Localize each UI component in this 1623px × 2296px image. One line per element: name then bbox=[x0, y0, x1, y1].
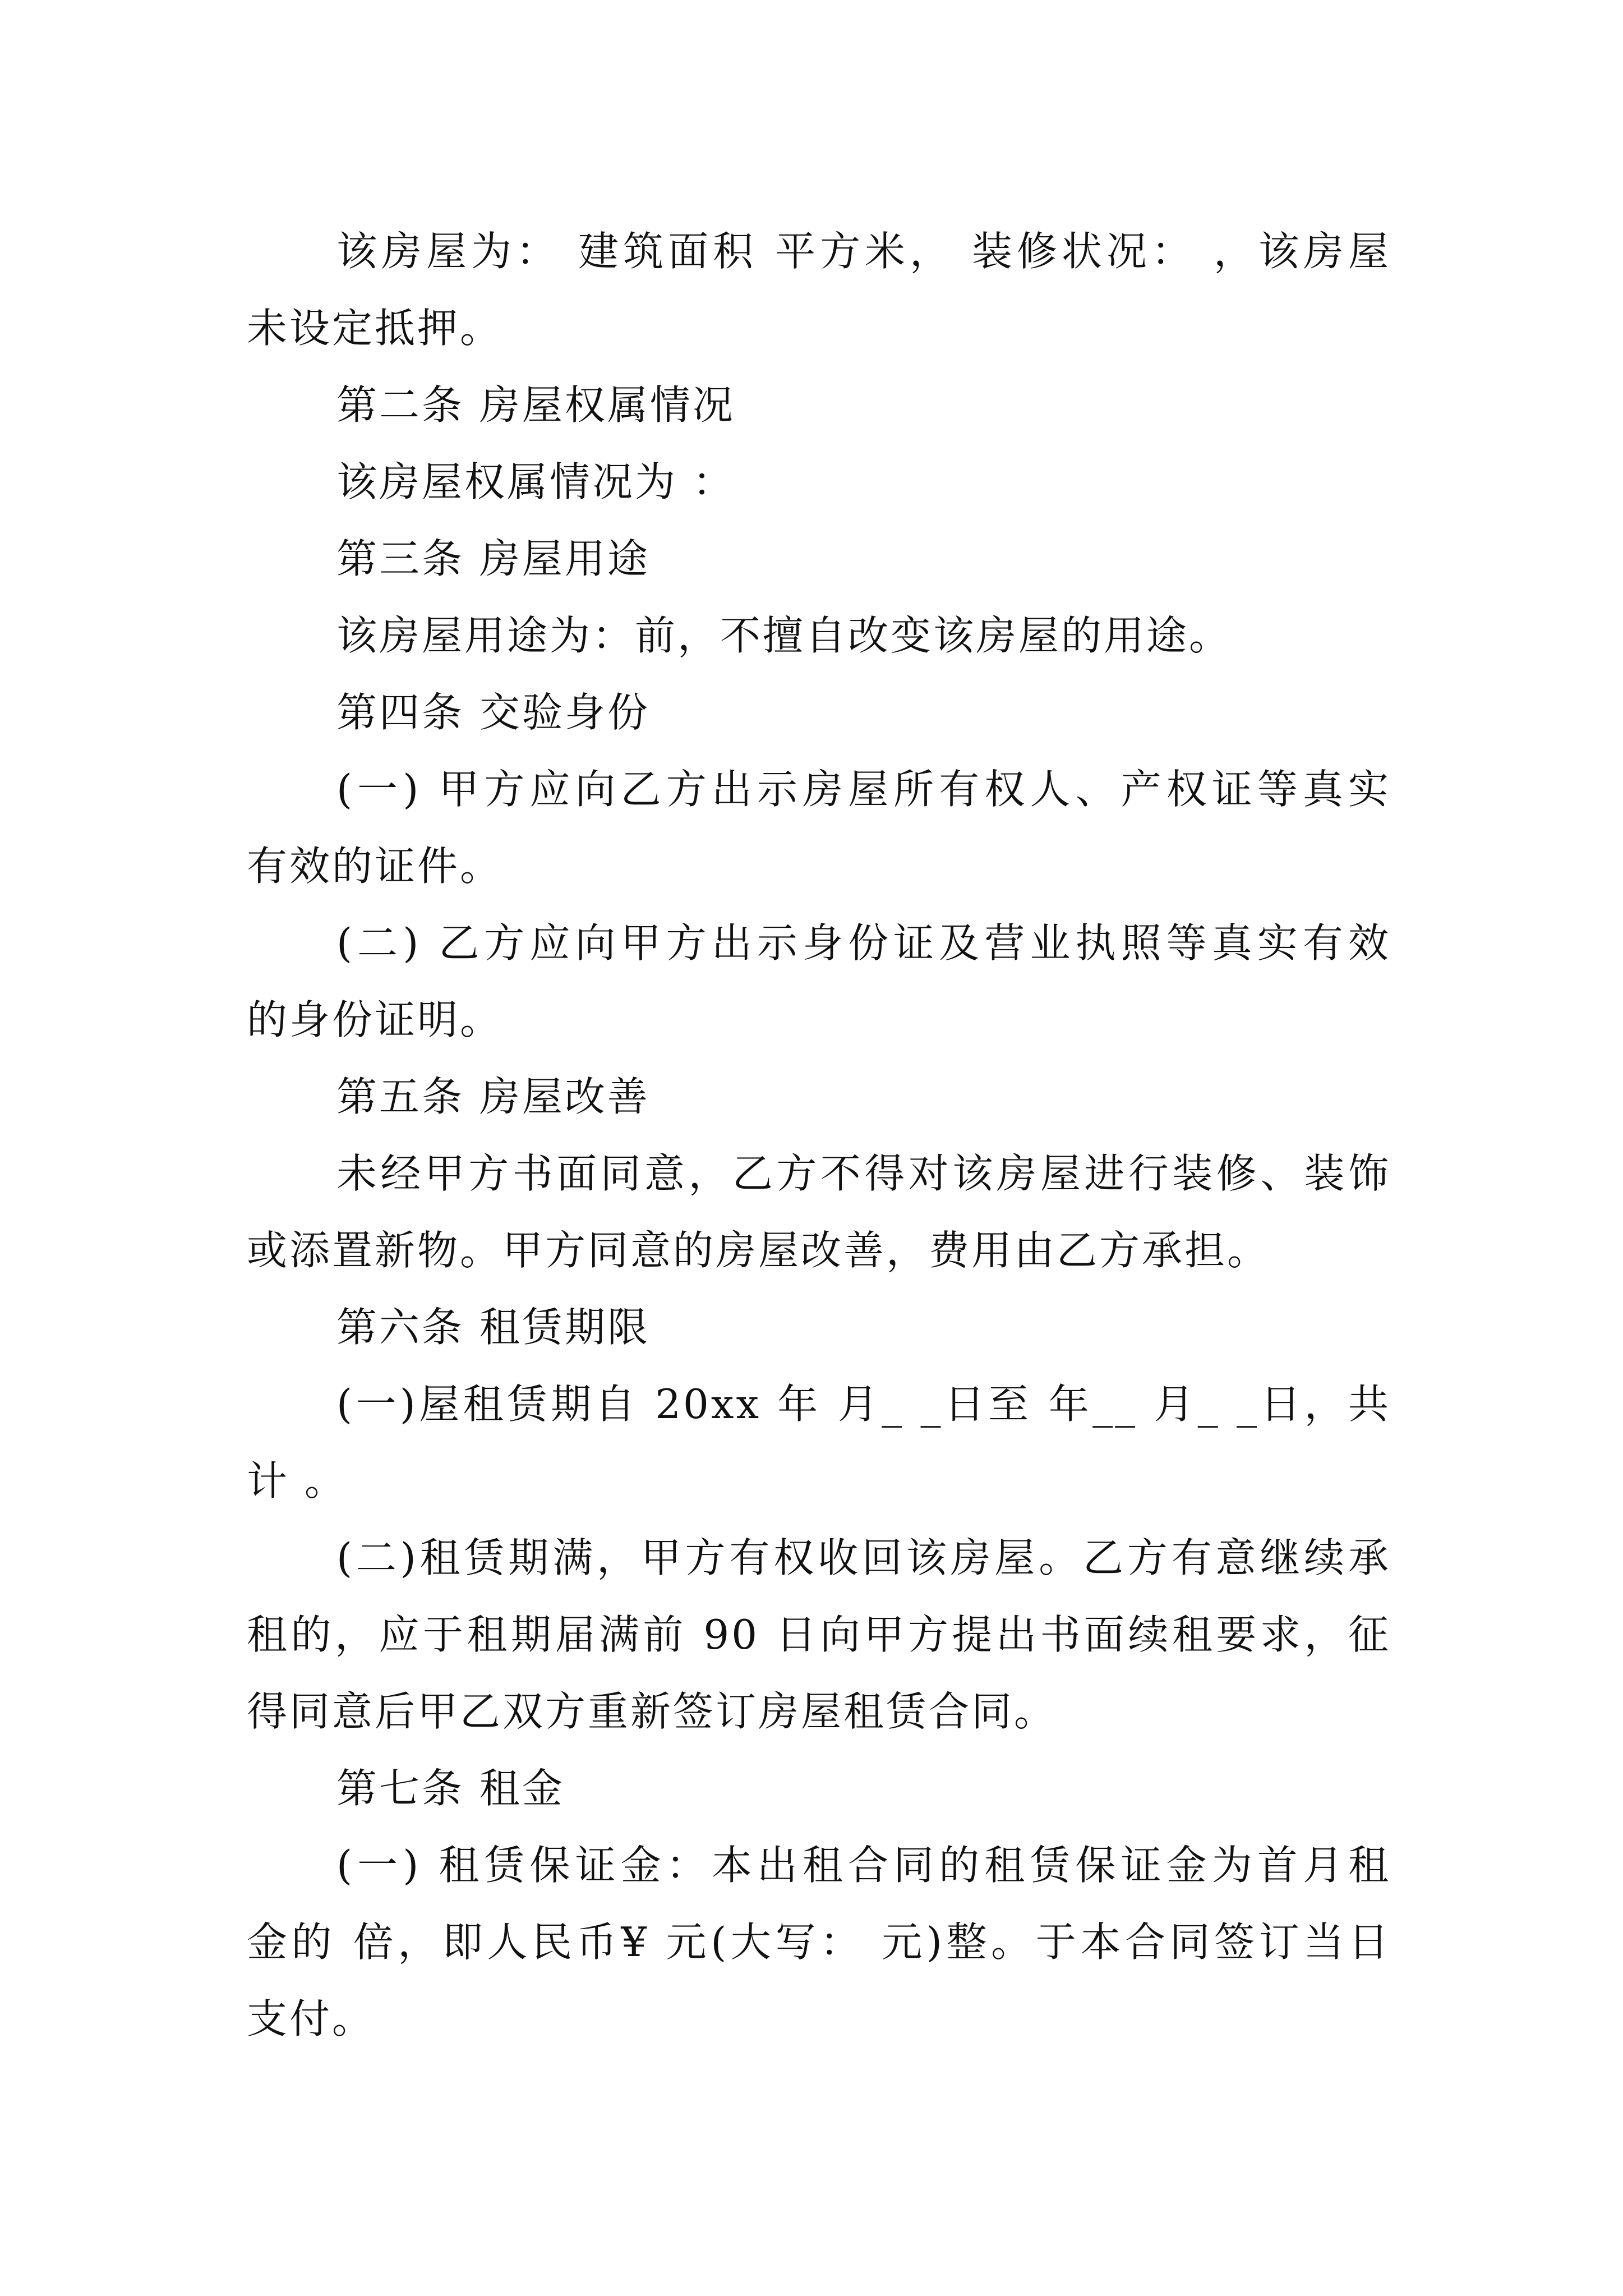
text-line-6: 该房屋用途为：前，不擅自改变该房屋的用途。 bbox=[336, 612, 1232, 659]
text-line-8: (一) 甲方应向乙方出示房屋所有权人、产权证等真实 bbox=[336, 766, 1391, 813]
text-line-20: 得同意后甲乙双方重新签订房屋租赁合同。 bbox=[247, 1688, 1057, 1735]
text-line-17: 计 。 bbox=[247, 1457, 347, 1504]
text-line-13: 未经甲方书面同意，乙方不得对该房屋进行装修、装饰 bbox=[336, 1150, 1391, 1197]
section-heading-6: 第六条 租赁期限 bbox=[336, 1304, 650, 1351]
text-line-16: (一)屋租赁期自 20xx 年 月_ _日至 年__ 月_ _日，共 bbox=[336, 1381, 1391, 1428]
text-line-10: (二) 乙方应向甲方出示身份证及营业执照等真实有效 bbox=[336, 919, 1391, 967]
text-line-14: 或添置新物。甲方同意的房屋改善，费用由乙方承担。 bbox=[247, 1227, 1270, 1274]
text-line-23: 金的 倍，即人民币¥ 元(大写： 元)整。于本合同签订当日 bbox=[247, 1918, 1391, 1966]
section-heading-7: 第七条 租金 bbox=[336, 1765, 565, 1812]
section-heading-5: 第五条 房屋改善 bbox=[336, 1073, 650, 1120]
section-heading-3: 第三条 房屋用途 bbox=[336, 535, 650, 582]
text-line-1: 该房屋为： 建筑面积 平方米， 装修状况： ，该房屋 bbox=[336, 228, 1391, 275]
text-line-22: (一) 租赁保证金：本出租合同的租赁保证金为首月租 bbox=[336, 1842, 1391, 1889]
text-line-24: 支付。 bbox=[247, 1995, 375, 2042]
document-body bbox=[247, 213, 1391, 2058]
text-line-19: 租的，应于租期届满前 90 日向甲方提出书面续租要求，征 bbox=[247, 1611, 1391, 1658]
text-line-9: 有效的证件。 bbox=[247, 843, 503, 890]
text-line-11: 的身份证明。 bbox=[247, 996, 503, 1043]
section-heading-4: 第四条 交验身份 bbox=[336, 689, 650, 736]
text-line-4: 该房屋权属情况为 ： bbox=[336, 458, 735, 505]
section-heading-2: 第二条 房屋权属情况 bbox=[336, 381, 735, 429]
text-line-18: (二)租赁期满，甲方有权收回该房屋。乙方有意继续承 bbox=[336, 1534, 1391, 1581]
text-line-2: 未设定抵押。 bbox=[247, 305, 503, 352]
